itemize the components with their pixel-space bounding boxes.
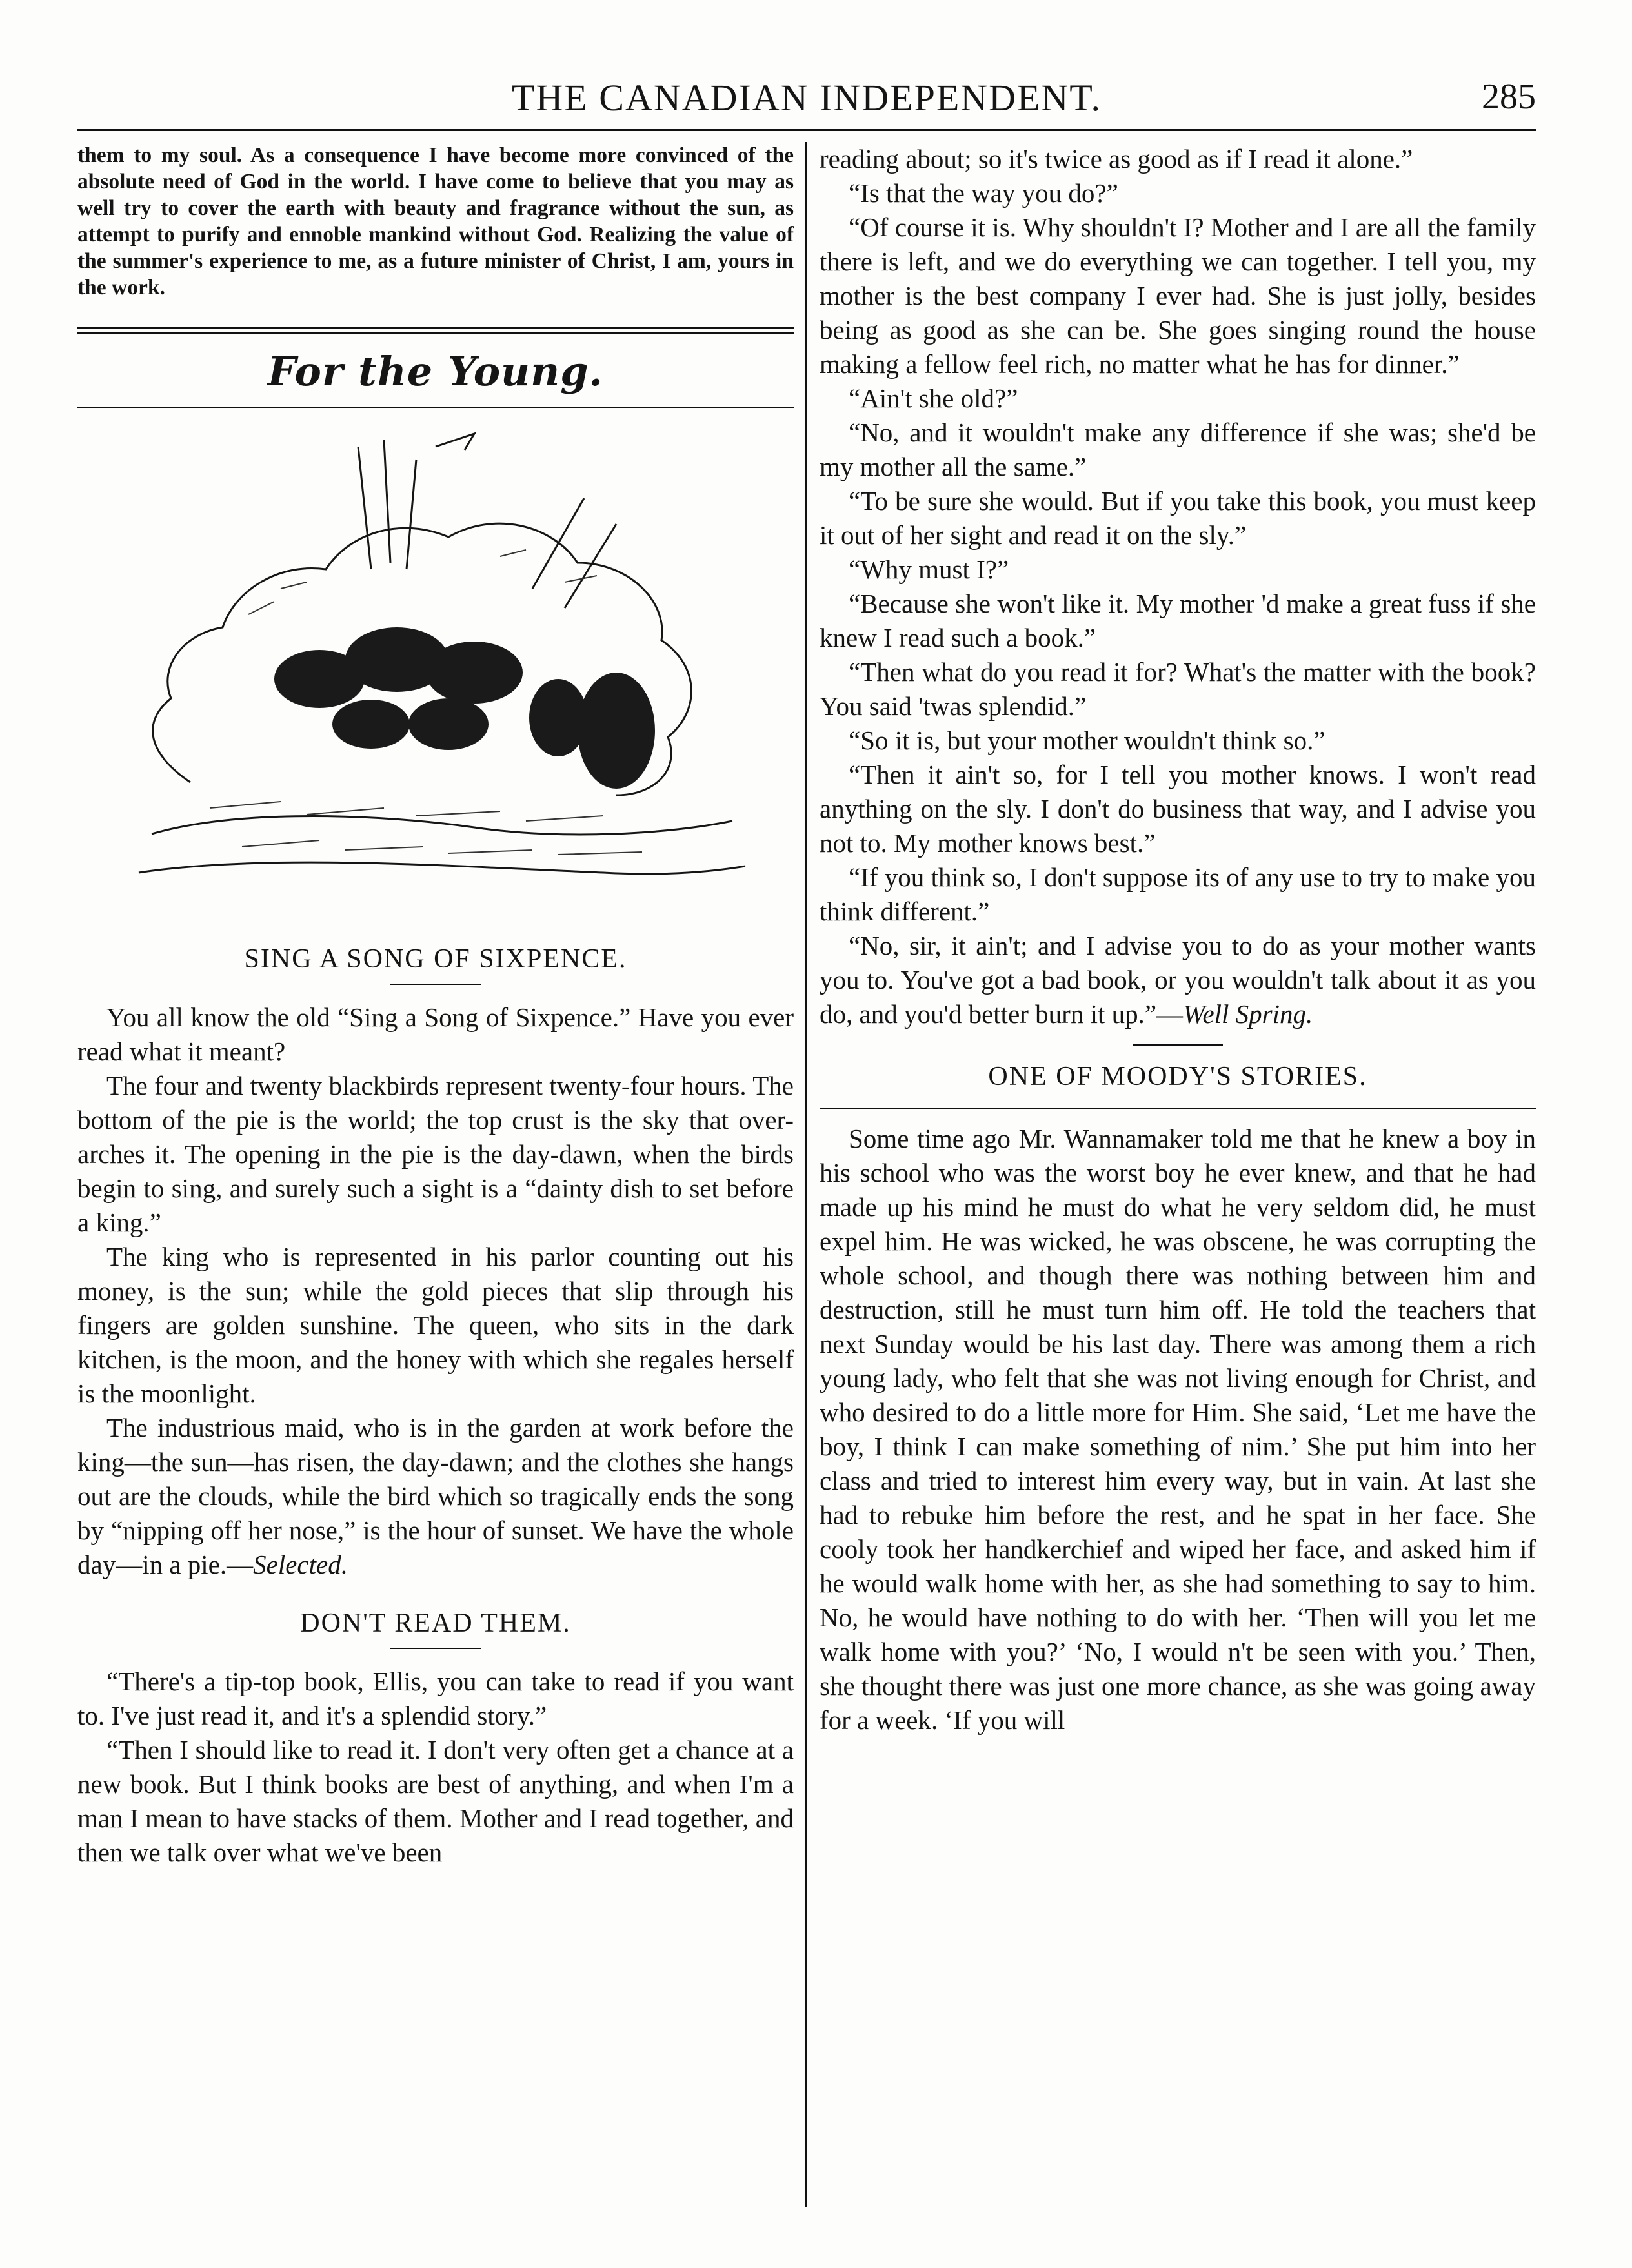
paragraph: “If you think so, I don't suppose its of any use to try to make you think different.” <box>820 862 1536 926</box>
paragraph: “Then what do you read it for? What's the matter with the book? You said 'twas splendid.” <box>820 657 1536 721</box>
paragraph: “There's a tip-top book, Ellis, you can take to read if you want to. I've just read it, and it's a splendid story.” <box>77 1666 794 1730</box>
paragraph: You all know the old “Sing a Song of Sixpence.” Have you ever read what it meant? <box>77 1002 794 1066</box>
section-rule <box>77 327 794 334</box>
paragraph: Some time ago Mr. Wannamaker told me that he knew a boy in his school who was the worst boy he ever knew, and that he had made up his mind he must do what he very seldom did, he must expel him. He was wicked, he was obscene, he was corrupting the whole school, and though there was nothing between him and destruction, still he must turn him off. He told the teachers that next Sunday would be his last day. There was among them a rich young lady, who felt that she was not living enough for Christ, and who desired to do a little more for Him. She said, ‘Let me have the boy, I think I can make something of nim.’ She put him into her class and tried to interest him every way, but in vain. At last she had to rebuke him before the rest, and he spat in her face. She cooly took her handkerchief and wiped her face, and asked him if he would walk home with her, as she had something to say to him. No, he would have nothing to do with her. ‘Then will you let me walk home with you?’ ‘No, I would n't be seen with you.’ Then, she thought there was just one more chance, as she was going away for a week. ‘If you will <box>820 1124 1536 1735</box>
paragraph: “Then I should like to read it. I don't very often get a chance at a new book. But I think books are best of anything, and when I'm a man I mean to have stacks of them. Mother and I read together, and then we talk over what we've been <box>77 1735 794 1867</box>
column-divider <box>805 142 807 2207</box>
title-rule <box>390 984 481 985</box>
story-sixpence-body <box>77 1000 794 1582</box>
paragraph: “Then it ain't so, for I tell you mother knows. I won't read anything on the sly. I don't do business that way, and I advise you not to. My mother knows best.” <box>820 760 1536 858</box>
left-column <box>77 142 794 1870</box>
story-dont-read-body-left <box>77 1665 794 1870</box>
section-title: For the Young. <box>267 348 604 395</box>
signature: Selected. <box>253 1550 348 1579</box>
paragraph: reading about; so it's twice as good as if I read it alone.” <box>820 144 1413 174</box>
intro-letter <box>77 142 794 301</box>
paragraph: “So it is, but your mother wouldn't think so.” <box>849 725 1325 755</box>
page-header <box>77 65 1536 129</box>
paragraph: “Of course it is. Why shouldn't I? Mother and I are all the family there is left, and we do everything we can together. I tell you, my mother is the best company I ever had. She is just jolly, besides being as good as she can be. She goes singing round the house making a fellow feel rich, no matter what he has for dinner.” <box>820 212 1536 379</box>
story-separator-rule <box>1133 1044 1223 1046</box>
paragraph: “Ain't she old?” <box>849 383 1018 413</box>
paragraph-text: The industrious maid, who is in the garden at work before the king—the sun—has risen, the day-dawn; and the clothes she hangs out are the clouds, while the bird which so tragically ends the song by “nipping off her nose,” is the hour of sunset. We have the whole day—in a pie.— <box>77 1413 794 1579</box>
journal-title: THE CANADIAN INDEPENDENT. <box>512 77 1102 119</box>
paragraph: “Is that the way you do?” <box>849 178 1118 208</box>
header-rule <box>77 129 1536 131</box>
right-column <box>820 142 1536 1737</box>
story-title-moody: ONE OF MOODY'S STORIES. <box>988 1062 1367 1091</box>
paragraph: The four and twenty blackbirds represent twenty-four hours. The bottom of the pie is the world; the top crust is the sky that over-arches it. The opening in the pie is the day-dawn, when the birds begin to sing, and surely such a sight is a “dainty dish to set before a king.” <box>77 1071 794 1237</box>
story-title-sixpence: SING A SONG OF SIXPENCE. <box>244 944 627 974</box>
page-number: 285 <box>1482 77 1536 117</box>
paragraph <box>77 1411 794 1582</box>
story-dont-read-body-right <box>820 142 1536 1031</box>
title-rule <box>820 1108 1536 1109</box>
title-rule <box>390 1648 481 1649</box>
paragraph: “No, and it wouldn't make any difference if she was; she'd be my mother all the same.” <box>820 418 1536 481</box>
signature: Well Spring. <box>1183 999 1313 1029</box>
story-title-dont-read: DON'T READ THEM. <box>300 1608 571 1638</box>
intro-paragraph: them to my soul. As a consequence I have become more convinced of the absolute need of God in the world. I have come to believe that you may as well try to cover the earth with beauty and fragrance without the sun, as attempt to purify and ennoble mankind without God. Realizing the value of the summer's experience to me, as a future minister of Christ, I am, yours in the work. <box>77 143 794 299</box>
blackbirds-illustration <box>113 421 758 924</box>
paragraph-text: “No, sir, it ain't; and I advise you to do as your mother wants you to. You've got a bad book, or you wouldn't talk about it as you do, and you'd better burn it up.”— <box>820 931 1536 1029</box>
paragraph: “Because she won't like it. My mother 'd make a great fuss if she knew I read such a book.” <box>820 589 1536 653</box>
paragraph: “To be sure she would. But if you take this book, you must keep it out of her sight and read it on the sly.” <box>820 486 1536 550</box>
section-rule-bottom <box>77 407 794 408</box>
story-moody-body <box>820 1122 1536 1737</box>
paragraph: The king who is represented in his parlor counting out his money, is the sun; while the gold pieces that slip through his fingers are golden sunshine. The queen, who sits in the dark kitchen, is the moon, and the honey with which she regales herself is the moonlight. <box>77 1242 794 1408</box>
paragraph: “Why must I?” <box>849 554 1009 584</box>
paragraph <box>820 929 1536 1031</box>
